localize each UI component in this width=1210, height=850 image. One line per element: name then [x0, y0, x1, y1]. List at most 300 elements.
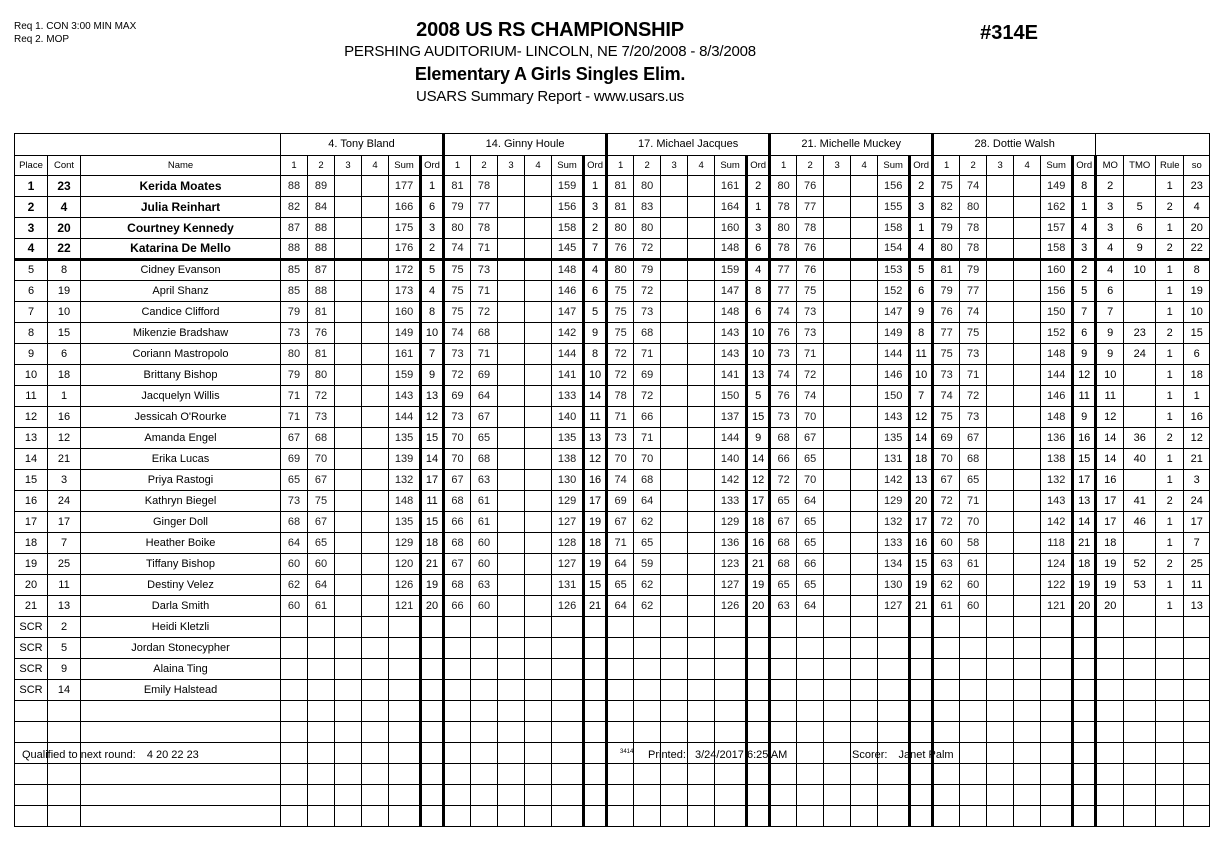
- cell-mo: 4: [1096, 239, 1124, 260]
- cell-j3-sum: [715, 806, 747, 827]
- cell-place: [15, 764, 48, 785]
- cell-mo: [1096, 764, 1124, 785]
- cell-j1-score1: [281, 659, 308, 680]
- cell-j2-sum: [552, 764, 584, 785]
- cell-j3-ord: 13: [747, 365, 770, 386]
- cell-j5-score3: [987, 344, 1014, 365]
- cell-mo: 9: [1096, 344, 1124, 365]
- cell-j5-score4: [1014, 365, 1041, 386]
- cell-j1-sum: 143: [389, 386, 421, 407]
- cell-j2-score1: 67: [444, 470, 471, 491]
- cell-j4-sum: 127: [878, 596, 910, 617]
- cell-j2-score3: [498, 785, 525, 806]
- cell-so: 20: [1184, 218, 1210, 239]
- cell-j3-score2: 80: [634, 176, 661, 197]
- cell-j4-ord: [910, 764, 933, 785]
- cell-j3-ord: 8: [747, 281, 770, 302]
- cell-place: 17: [15, 512, 48, 533]
- cell-j5-ord: 5: [1073, 281, 1096, 302]
- cell-cont: 25: [48, 554, 81, 575]
- cell-j1-score2: 61: [308, 596, 335, 617]
- cell-j2-ord: [584, 785, 607, 806]
- cell-j5-sum: 148: [1041, 344, 1073, 365]
- column-header-j5-2: 2: [960, 156, 987, 176]
- cell-j1-sum: 135: [389, 428, 421, 449]
- cell-rule: [1156, 617, 1184, 638]
- cell-j3-score1: 80: [607, 218, 634, 239]
- cell-j1-score2: 75: [308, 491, 335, 512]
- column-header-j3-1: 1: [607, 156, 634, 176]
- cell-tmo: [1124, 176, 1156, 197]
- cell-j4-score4: [851, 344, 878, 365]
- cell-name: Cidney Evanson: [81, 260, 281, 281]
- cell-j1-sum: 177: [389, 176, 421, 197]
- cell-j2-ord: 9: [584, 323, 607, 344]
- cell-j5-score3: [987, 596, 1014, 617]
- cell-j1-score3: [335, 344, 362, 365]
- cell-j1-ord: 19: [421, 575, 444, 596]
- cell-j2-score1: [444, 638, 471, 659]
- cell-tmo: [1124, 659, 1156, 680]
- cell-so: 7: [1184, 533, 1210, 554]
- cell-j1-score1: 65: [281, 470, 308, 491]
- table-row: [15, 470, 1210, 491]
- column-header-tmo: TMO: [1124, 156, 1156, 176]
- cell-cont: 9: [48, 659, 81, 680]
- cell-j1-score4: [362, 365, 389, 386]
- cell-mo: 14: [1096, 428, 1124, 449]
- cell-j2-score4: [525, 407, 552, 428]
- cell-j4-ord: 21: [910, 596, 933, 617]
- cell-j5-ord: [1073, 701, 1096, 722]
- cell-j2-sum: [552, 806, 584, 827]
- cell-j5-score4: [1014, 470, 1041, 491]
- cell-name: [81, 764, 281, 785]
- cell-so: 21: [1184, 449, 1210, 470]
- cell-rule: 1: [1156, 533, 1184, 554]
- cell-rule: 1: [1156, 449, 1184, 470]
- cell-j2-score1: 68: [444, 491, 471, 512]
- cell-j3-sum: 141: [715, 365, 747, 386]
- cell-j3-score2: 69: [634, 365, 661, 386]
- cell-j5-score2: 65: [960, 470, 987, 491]
- cell-j5-ord: 14: [1073, 512, 1096, 533]
- cell-j1-score4: [362, 302, 389, 323]
- cell-name: Courtney Kennedy: [81, 218, 281, 239]
- cell-j1-score4: [362, 806, 389, 827]
- cell-j2-score4: [525, 470, 552, 491]
- cell-name: Tiffany Bishop: [81, 554, 281, 575]
- cell-j4-score1: 74: [770, 302, 797, 323]
- cell-j3-ord: 15: [747, 407, 770, 428]
- cell-place: 15: [15, 470, 48, 491]
- cell-rule: 1: [1156, 470, 1184, 491]
- cell-tmo: [1124, 764, 1156, 785]
- cell-j1-score1: 73: [281, 491, 308, 512]
- cell-j3-score4: [688, 365, 715, 386]
- cell-rule: 1: [1156, 512, 1184, 533]
- cell-j5-ord: [1073, 785, 1096, 806]
- cell-j2-score2: [471, 764, 498, 785]
- cell-j5-score1: 79: [933, 218, 960, 239]
- cell-j5-ord: [1073, 680, 1096, 701]
- cell-tmo: [1124, 806, 1156, 827]
- cell-j5-score4: [1014, 491, 1041, 512]
- cell-j1-score1: [281, 701, 308, 722]
- cell-so: 3: [1184, 470, 1210, 491]
- cell-j5-sum: [1041, 638, 1073, 659]
- cell-j5-score1: 77: [933, 323, 960, 344]
- cell-j4-score3: [824, 470, 851, 491]
- cell-j5-score3: [987, 323, 1014, 344]
- cell-j1-ord: [421, 743, 444, 764]
- cell-j3-score1: 81: [607, 176, 634, 197]
- cell-j2-ord: 7: [584, 239, 607, 260]
- cell-j4-ord: 9: [910, 302, 933, 323]
- cell-j4-score1: 63: [770, 596, 797, 617]
- cell-j4-ord: 15: [910, 554, 933, 575]
- cell-name: Jordan Stonecypher: [81, 638, 281, 659]
- cell-j5-score3: [987, 512, 1014, 533]
- cell-j1-score3: [335, 722, 362, 743]
- cell-j1-score2: [308, 659, 335, 680]
- cell-mo: [1096, 785, 1124, 806]
- cell-j3-score1: 78: [607, 386, 634, 407]
- cell-j5-sum: 146: [1041, 386, 1073, 407]
- cell-j3-score4: [688, 281, 715, 302]
- cell-j4-score1: [770, 806, 797, 827]
- cell-tmo: [1124, 701, 1156, 722]
- cell-name: Heidi Kletzli: [81, 617, 281, 638]
- cell-j4-score4: [851, 554, 878, 575]
- cell-j5-score2: 71: [960, 365, 987, 386]
- cell-j5-sum: [1041, 722, 1073, 743]
- table-head: [15, 134, 1210, 176]
- cell-j4-score4: [851, 659, 878, 680]
- cell-j4-ord: 11: [910, 344, 933, 365]
- cell-j1-ord: 12: [421, 407, 444, 428]
- cell-j5-sum: 148: [1041, 407, 1073, 428]
- cell-name: April Shanz: [81, 281, 281, 302]
- cell-cont: 2: [48, 617, 81, 638]
- cell-j4-score2: 77: [797, 197, 824, 218]
- cell-j5-score4: [1014, 617, 1041, 638]
- cell-place: 2: [15, 197, 48, 218]
- column-header-j2-3: 3: [498, 156, 525, 176]
- cell-j4-sum: 158: [878, 218, 910, 239]
- cell-j2-score4: [525, 449, 552, 470]
- cell-j3-score3: [661, 239, 688, 260]
- cell-name: [81, 722, 281, 743]
- table-row: [15, 176, 1210, 197]
- cell-j2-ord: 11: [584, 407, 607, 428]
- cell-j4-ord: 12: [910, 407, 933, 428]
- cell-j1-score3: [335, 491, 362, 512]
- cell-j5-score4: [1014, 575, 1041, 596]
- cell-j1-score2: 67: [308, 512, 335, 533]
- cell-j3-ord: 21: [747, 554, 770, 575]
- cell-j1-score3: [335, 785, 362, 806]
- cell-j2-score3: [498, 575, 525, 596]
- cell-j3-score1: [607, 638, 634, 659]
- cell-j3-ord: 1: [747, 197, 770, 218]
- column-header-j4-sum: Sum: [878, 156, 910, 176]
- cell-j3-sum: 148: [715, 302, 747, 323]
- cell-j2-sum: 140: [552, 407, 584, 428]
- cell-j3-score1: 72: [607, 365, 634, 386]
- requirement-line-1: Req 1. CON 3:00 MIN MAX: [14, 21, 137, 32]
- cell-j2-score4: [525, 533, 552, 554]
- cell-j3-score1: 70: [607, 449, 634, 470]
- cell-j1-score1: [281, 617, 308, 638]
- cell-j1-score2: 68: [308, 428, 335, 449]
- cell-j3-score4: [688, 428, 715, 449]
- cell-j3-score3: [661, 260, 688, 281]
- cell-cont: 16: [48, 407, 81, 428]
- cell-j1-sum: 121: [389, 596, 421, 617]
- cell-j5-score2: 78: [960, 218, 987, 239]
- cell-j2-score4: [525, 428, 552, 449]
- cell-so: 11: [1184, 575, 1210, 596]
- cell-j4-score4: [851, 323, 878, 344]
- cell-j2-sum: [552, 701, 584, 722]
- cell-j3-score4: [688, 491, 715, 512]
- cell-j4-score2: [797, 785, 824, 806]
- cell-j4-sum: 132: [878, 512, 910, 533]
- cell-rule: 1: [1156, 596, 1184, 617]
- cell-j3-sum: 143: [715, 323, 747, 344]
- cell-j5-sum: 118: [1041, 533, 1073, 554]
- cell-j3-score3: [661, 176, 688, 197]
- cell-j1-ord: 7: [421, 344, 444, 365]
- cell-j3-score1: [607, 806, 634, 827]
- cell-j2-score3: [498, 470, 525, 491]
- cell-j1-sum: 176: [389, 239, 421, 260]
- cell-j2-score4: [525, 722, 552, 743]
- cell-j1-score4: [362, 638, 389, 659]
- cell-mo: 17: [1096, 491, 1124, 512]
- cell-place: 5: [15, 260, 48, 281]
- cell-j1-score4: [362, 764, 389, 785]
- cell-j3-score2: [634, 617, 661, 638]
- printed-label: Printed:: [648, 749, 686, 761]
- cell-so: 25: [1184, 554, 1210, 575]
- cell-j2-score3: [498, 260, 525, 281]
- cell-j1-score4: [362, 512, 389, 533]
- cell-mo: [1096, 680, 1124, 701]
- cell-j4-score2: 65: [797, 449, 824, 470]
- cell-j4-ord: 18: [910, 449, 933, 470]
- cell-j5-score1: 80: [933, 239, 960, 260]
- cell-cont: [48, 806, 81, 827]
- column-header-j2-4: 4: [525, 156, 552, 176]
- cell-j4-score1: 74: [770, 365, 797, 386]
- cell-j4-score3: [824, 554, 851, 575]
- cell-j2-ord: 19: [584, 554, 607, 575]
- report-subtitle: USARS Summary Report - www.usars.us: [415, 88, 685, 105]
- cell-name: Katarina De Mello: [81, 239, 281, 260]
- cell-j1-score3: [335, 470, 362, 491]
- cell-rule: [1156, 701, 1184, 722]
- cell-j3-score2: 71: [634, 344, 661, 365]
- column-header-j5-1: 1: [933, 156, 960, 176]
- cell-mo: 14: [1096, 449, 1124, 470]
- cell-j4-score4: [851, 302, 878, 323]
- cell-j5-ord: [1073, 722, 1096, 743]
- cell-j3-score1: 73: [607, 428, 634, 449]
- cell-cont: 17: [48, 512, 81, 533]
- cell-j5-score1: [933, 659, 960, 680]
- cell-j1-score1: 68: [281, 512, 308, 533]
- table-row-empty: [15, 764, 1210, 785]
- cell-tmo: [1124, 722, 1156, 743]
- cell-j1-score3: [335, 197, 362, 218]
- cell-j5-score2: 67: [960, 428, 987, 449]
- cell-j5-sum: [1041, 617, 1073, 638]
- cell-j5-score2: [960, 722, 987, 743]
- cell-name: [81, 701, 281, 722]
- column-header-rule: Rule: [1156, 156, 1184, 176]
- cell-name: Mikenzie Bradshaw: [81, 323, 281, 344]
- cell-j4-score4: [851, 428, 878, 449]
- column-header-j4-2: 2: [797, 156, 824, 176]
- cell-so: 1: [1184, 386, 1210, 407]
- cell-j5-sum: 138: [1041, 449, 1073, 470]
- cell-j5-ord: 9: [1073, 344, 1096, 365]
- cell-rule: 2: [1156, 323, 1184, 344]
- cell-j3-score1: 80: [607, 260, 634, 281]
- cell-j4-sum: 156: [878, 176, 910, 197]
- cell-j4-score2: [797, 701, 824, 722]
- cell-j2-score2: [471, 785, 498, 806]
- cell-j1-score4: [362, 491, 389, 512]
- cell-j2-ord: 1: [584, 176, 607, 197]
- cell-j5-score1: 75: [933, 344, 960, 365]
- cell-j2-score4: [525, 323, 552, 344]
- cell-j2-score2: 61: [471, 512, 498, 533]
- cell-j4-ord: 3: [910, 197, 933, 218]
- cell-j2-score4: [525, 680, 552, 701]
- cell-j1-ord: 3: [421, 218, 444, 239]
- cell-j4-score1: 78: [770, 239, 797, 260]
- cell-rule: [1156, 806, 1184, 827]
- cell-j4-score2: [797, 806, 824, 827]
- cell-tmo: 52: [1124, 554, 1156, 575]
- cell-j2-score3: [498, 239, 525, 260]
- cell-j5-score3: [987, 638, 1014, 659]
- cell-j1-score3: [335, 596, 362, 617]
- cell-tmo: 46: [1124, 512, 1156, 533]
- cell-j3-sum: [715, 764, 747, 785]
- cell-j5-score3: [987, 785, 1014, 806]
- cell-j1-score2: [308, 617, 335, 638]
- cell-j4-score1: 76: [770, 386, 797, 407]
- cell-j1-score4: [362, 533, 389, 554]
- column-header-j3-4: 4: [688, 156, 715, 176]
- cell-j3-score3: [661, 407, 688, 428]
- cell-j4-score1: 76: [770, 323, 797, 344]
- cell-so: 19: [1184, 281, 1210, 302]
- cell-j5-score3: [987, 659, 1014, 680]
- cell-j2-score2: [471, 617, 498, 638]
- cell-j3-score2: 72: [634, 239, 661, 260]
- cell-rule: 1: [1156, 575, 1184, 596]
- cell-j2-score3: [498, 323, 525, 344]
- column-header-cont: Cont: [48, 156, 81, 176]
- cell-j2-score4: [525, 806, 552, 827]
- cell-cont: 4: [48, 197, 81, 218]
- cell-j3-score1: 81: [607, 197, 634, 218]
- cell-j1-score4: [362, 218, 389, 239]
- cell-j2-sum: 127: [552, 512, 584, 533]
- cell-j5-score2: 73: [960, 344, 987, 365]
- cell-j2-score3: [498, 659, 525, 680]
- cell-j5-score3: [987, 176, 1014, 197]
- cell-j5-score4: [1014, 449, 1041, 470]
- cell-j5-score4: [1014, 722, 1041, 743]
- cell-j5-ord: 18: [1073, 554, 1096, 575]
- cell-tmo: 40: [1124, 449, 1156, 470]
- cell-j4-score1: [770, 659, 797, 680]
- judge-header-1: 4. Tony Bland: [281, 134, 444, 156]
- cell-j2-ord: [584, 680, 607, 701]
- cell-j1-score1: [281, 638, 308, 659]
- cell-j5-score4: [1014, 281, 1041, 302]
- cell-name: Jacquelyn Willis: [81, 386, 281, 407]
- cell-mo: 9: [1096, 323, 1124, 344]
- cell-mo: [1096, 806, 1124, 827]
- cell-j4-score4: [851, 491, 878, 512]
- cell-j3-sum: 129: [715, 512, 747, 533]
- cell-j4-score3: [824, 659, 851, 680]
- cell-j2-sum: [552, 659, 584, 680]
- cell-j5-ord: 7: [1073, 302, 1096, 323]
- cell-j4-score3: [824, 617, 851, 638]
- cell-rule: 1: [1156, 344, 1184, 365]
- championship-title: 2008 US RS CHAMPIONSHIP: [416, 19, 684, 41]
- table-row: [15, 365, 1210, 386]
- cell-j4-score4: [851, 764, 878, 785]
- cell-so: [1184, 701, 1210, 722]
- cell-j4-score4: [851, 596, 878, 617]
- cell-j3-sum: [715, 680, 747, 701]
- cell-j3-score2: [634, 680, 661, 701]
- cell-j2-score3: [498, 449, 525, 470]
- cell-j3-score3: [661, 701, 688, 722]
- cell-j2-sum: 129: [552, 491, 584, 512]
- cell-j4-sum: 130: [878, 575, 910, 596]
- cell-j1-ord: 15: [421, 512, 444, 533]
- cell-j3-score4: [688, 575, 715, 596]
- cell-j4-sum: [878, 806, 910, 827]
- cell-j4-score2: 78: [797, 218, 824, 239]
- cell-j4-score2: 74: [797, 386, 824, 407]
- cell-j5-score2: 72: [960, 386, 987, 407]
- cell-j1-score4: [362, 554, 389, 575]
- cell-j1-score3: [335, 239, 362, 260]
- cell-j1-score1: 85: [281, 260, 308, 281]
- cell-j1-score3: [335, 176, 362, 197]
- cell-j1-score2: 81: [308, 344, 335, 365]
- cell-j4-sum: [878, 638, 910, 659]
- cell-j4-score4: [851, 701, 878, 722]
- cell-j3-ord: [747, 722, 770, 743]
- cell-j1-ord: 10: [421, 323, 444, 344]
- cell-j5-sum: 157: [1041, 218, 1073, 239]
- cell-j5-sum: 149: [1041, 176, 1073, 197]
- cell-j1-sum: [389, 785, 421, 806]
- cell-j2-score2: [471, 743, 498, 764]
